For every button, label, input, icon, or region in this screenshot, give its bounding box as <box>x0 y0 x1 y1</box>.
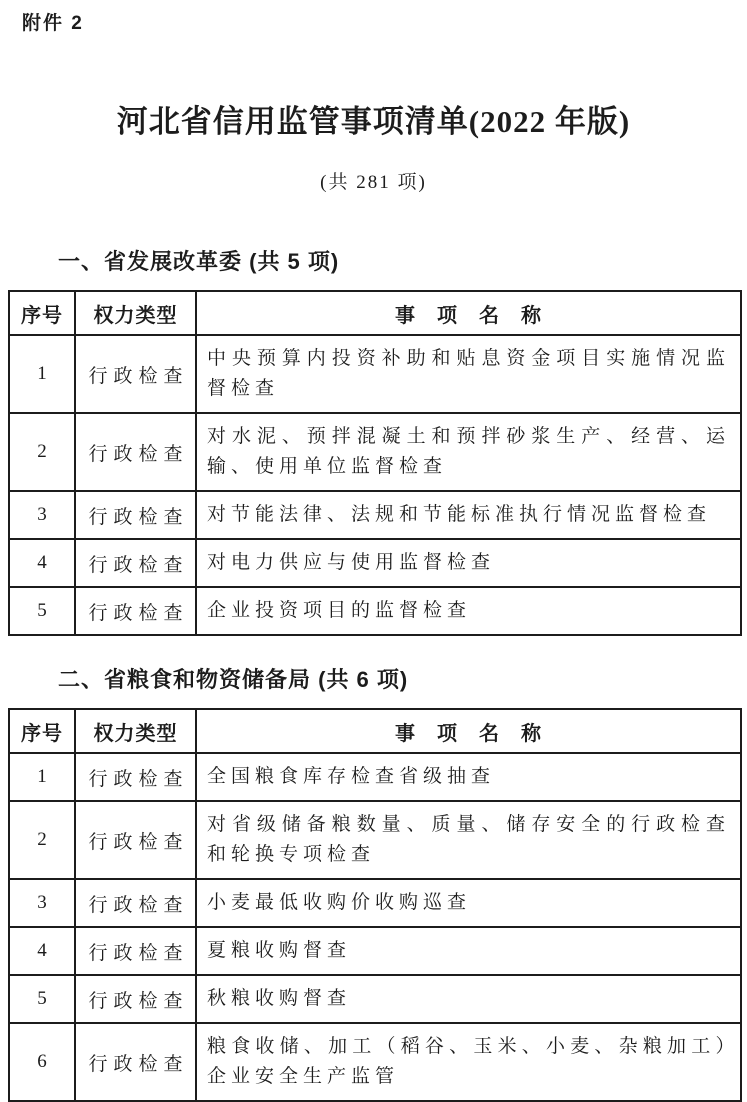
item-name-cell: 对水泥、预拌混凝土和预拌砂浆生产、经营、运输、使用单位监督检查 <box>196 413 741 491</box>
table-row <box>9 927 741 975</box>
power-type-cell: 行政检查 <box>75 927 196 975</box>
seq-cell: 5 <box>9 587 75 635</box>
power-type-cell: 行政检查 <box>75 975 196 1023</box>
power-type-cell: 行政检查 <box>75 801 196 879</box>
seq-cell: 5 <box>9 975 75 1023</box>
item-name-cell: 对电力供应与使用监督检查 <box>196 539 741 587</box>
section-2-table <box>8 708 742 1102</box>
power-type-cell: 行政检查 <box>75 587 196 635</box>
item-name-cell: 全国粮食库存检查省级抽查 <box>196 753 741 801</box>
table-row <box>9 335 741 413</box>
seq-cell: 1 <box>9 335 75 413</box>
item-name-cell: 秋粮收购督查 <box>196 975 741 1023</box>
item-name-cell: 中央预算内投资补助和贴息资金项目实施情况监督检查 <box>196 335 741 413</box>
seq-cell: 3 <box>9 491 75 539</box>
table-header-row <box>9 709 741 753</box>
section-2-heading: 二、省粮食和物资储备局 (共 6 项) <box>58 667 409 692</box>
item-name-cell: 粮食收储、加工（稻谷、玉米、小麦、杂粮加工）企业安全生产监管 <box>196 1023 741 1101</box>
seq-cell: 4 <box>9 927 75 975</box>
power-type-cell: 行政检查 <box>75 335 196 413</box>
table-header-row <box>9 291 741 335</box>
section-1-heading: 一、省发展改革委 (共 5 项) <box>58 249 340 274</box>
power-type-cell: 行政检查 <box>75 491 196 539</box>
table-row <box>9 975 741 1023</box>
section-1-table <box>8 290 742 636</box>
document-title: 河北省信用监管事项清单(2022 年版) <box>116 104 631 139</box>
item-name-column-header: 事 项 名 称 <box>196 291 741 335</box>
seq-cell: 6 <box>9 1023 75 1101</box>
document-subtitle: (共 281 项) <box>320 172 427 193</box>
table-row <box>9 753 741 801</box>
power-type-cell: 行政检查 <box>75 413 196 491</box>
seq-cell: 1 <box>9 753 75 801</box>
item-name-cell: 夏粮收购督查 <box>196 927 741 975</box>
seq-column-header: 序号 <box>9 709 75 753</box>
attachment-label: 附件 2 <box>22 13 84 34</box>
power-type-cell: 行政检查 <box>75 753 196 801</box>
table-row <box>9 539 741 587</box>
item-name-cell: 对省级储备粮数量、质量、储存安全的行政检查和轮换专项检查 <box>196 801 741 879</box>
power-type-column-header: 权力类型 <box>75 291 196 335</box>
seq-cell: 3 <box>9 879 75 927</box>
seq-cell: 2 <box>9 413 75 491</box>
power-type-cell: 行政检查 <box>75 1023 196 1101</box>
table-row <box>9 413 741 491</box>
item-name-cell: 小麦最低收购价收购巡查 <box>196 879 741 927</box>
seq-column-header: 序号 <box>9 291 75 335</box>
table-row <box>9 1023 741 1101</box>
seq-cell: 2 <box>9 801 75 879</box>
seq-cell: 4 <box>9 539 75 587</box>
power-type-cell: 行政检查 <box>75 879 196 927</box>
power-type-column-header: 权力类型 <box>75 709 196 753</box>
item-name-cell: 企业投资项目的监督检查 <box>196 587 741 635</box>
table-row <box>9 587 741 635</box>
table-row <box>9 879 741 927</box>
item-name-cell: 对节能法律、法规和节能标准执行情况监督检查 <box>196 491 741 539</box>
power-type-cell: 行政检查 <box>75 539 196 587</box>
table-row <box>9 801 741 879</box>
table-row <box>9 491 741 539</box>
item-name-column-header: 事 项 名 称 <box>196 709 741 753</box>
